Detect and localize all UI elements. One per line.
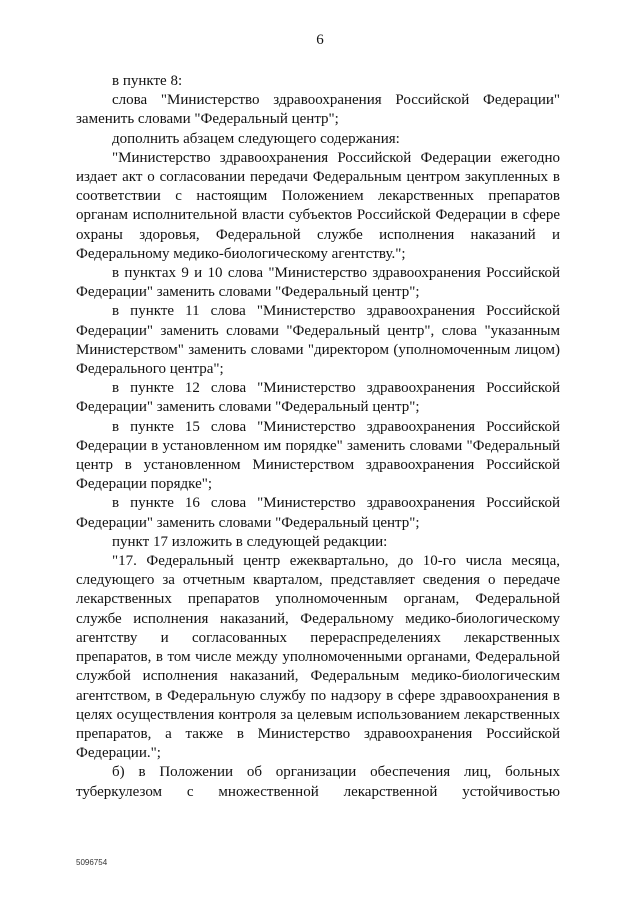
paragraph-10: пункт 17 изложить в следующей редакции: (112, 533, 388, 550)
paragraph-5: в пунктах 9 и 10 слова "Министерство здравоохранения Российской Федерации" заменить словами "Федеральный центр"; (76, 265, 560, 301)
paragraph-6: в пункте 11 слова "Министерство здравоохранения Российской Федерации" заменить словами "Федеральный центр", слова "указанным Министерством" заменить словами "директором (уполномоченным лицом) Федерального центра"; (76, 303, 560, 378)
document-body (76, 72, 560, 802)
paragraph-1: в пункте 8: (112, 73, 183, 89)
paragraph-4: "Министерство здравоохранения Российской Федерации ежегодно издает акт о согласовании передачи Федеральным центром закупленных в соответствии с настоящим Положением лекарственных препаратов органам исполнительной власти субъектов Российской Федерации в сфере охраны здоровья, Федеральной службе исполнения наказаний и Федеральному медико-биологическому агентству."; (76, 149, 560, 262)
document-code: 5096754 (76, 858, 108, 867)
paragraph-8: в пункте 15 слова "Министерство здравоохранения Российской Федерации в установленном им порядке" заменить словами "Федеральный центр в установленном Министерством здравоохранения Российской Федерации порядке"; (76, 418, 560, 493)
paragraph-2: слова "Министерство здравоохранения Российской Федерации" заменить словами "Федеральный центр"; (76, 92, 560, 128)
paragraph-7: в пункте 12 слова "Министерство здравоохранения Российской Федерации" заменить словами "Федеральный центр"; (76, 380, 560, 416)
page-number: 6 (316, 32, 324, 48)
paragraph-11: "17. Федеральный центр ежеквартально, до 10-го числа месяца, следующего за отчетным кварталом, представляет сведения о передаче лекарственных препаратов уполномоченным органам, Федеральной службе исполнения наказаний, Федеральному медико-биологическому агентству и согласованных перераспределениях лекарственных препаратов, в том числе между уполномоченными органами, Федеральной службой исполнения наказаний, Федеральным медико-биологическим агентством, в Федеральную службу по надзору в сфере здравоохранения в целях осуществления контроля за целевым использованием лекарственных препаратов, а также в Министерство здравоохранения Российской Федерации."; (76, 553, 560, 762)
paragraph-3: дополнить абзацем следующего содержания: (112, 130, 400, 147)
paragraph-12: б) в Положении об организации обеспечения лиц, больных туберкулезом с множественной лекарственной устойчивостью (76, 764, 560, 800)
paragraph-9: в пункте 16 слова "Министерство здравоохранения Российской Федерации" заменить словами "Федеральный центр"; (76, 495, 560, 531)
